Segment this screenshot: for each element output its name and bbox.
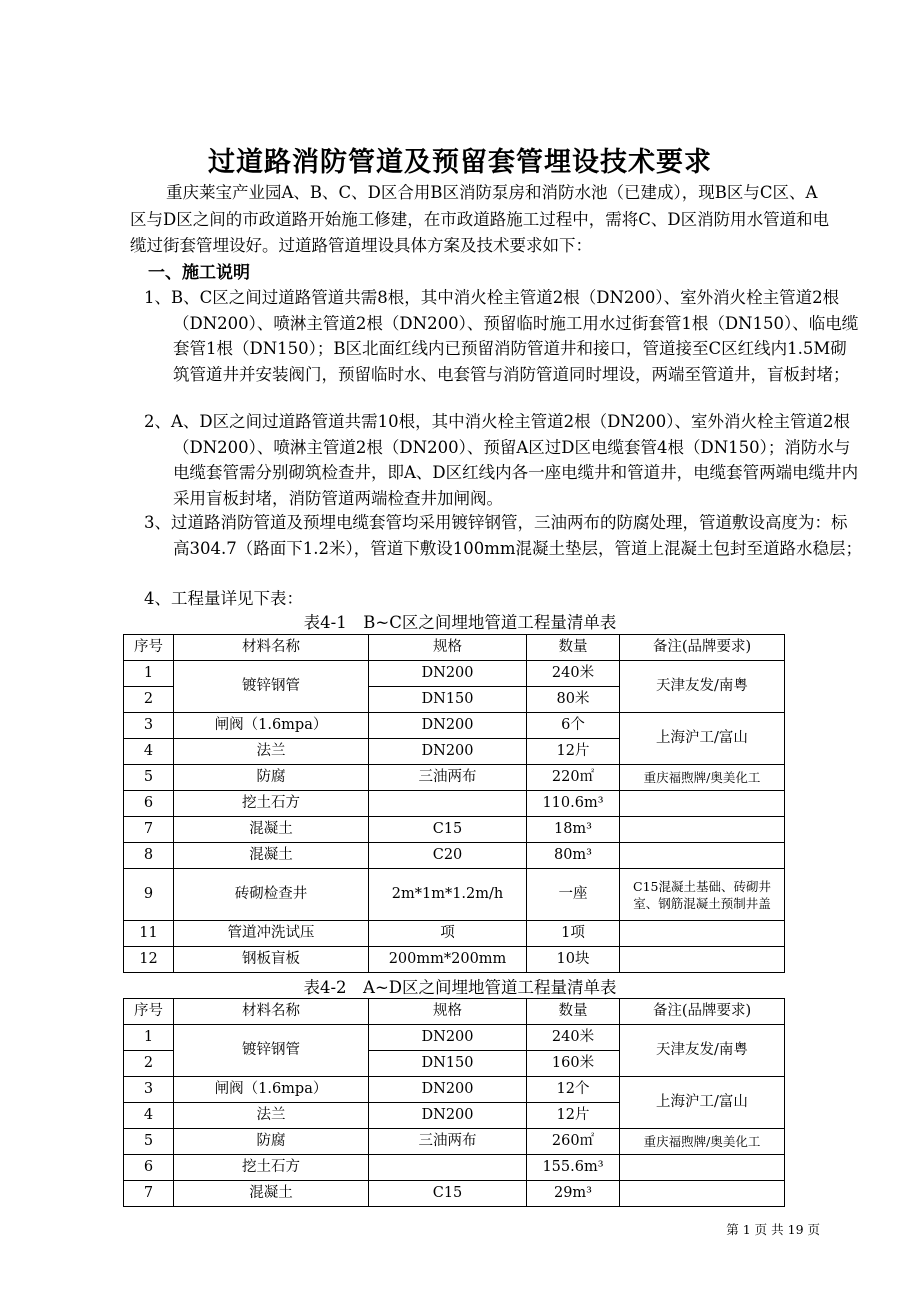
cell-no: 6 [124, 1155, 174, 1181]
cell-no: 1 [124, 661, 174, 687]
cell-qty: 12个 [527, 1077, 620, 1103]
cell-remark [620, 817, 785, 843]
cell-qty: 一座 [527, 869, 620, 921]
cell-name: 混凝土 [174, 817, 369, 843]
cell-spec [369, 1155, 527, 1181]
table-row [124, 713, 785, 739]
cell-qty: 18m³ [527, 817, 620, 843]
cell-spec: DN150 [369, 687, 527, 713]
table-row [124, 869, 785, 921]
header-cell: 备注(品牌要求) [620, 999, 785, 1025]
cell-no: 2 [124, 687, 174, 713]
cell-spec: C15 [369, 1181, 527, 1207]
cell-no: 7 [124, 817, 174, 843]
table-row [124, 661, 785, 687]
cell-remark: 天津友发/南粤 [620, 661, 785, 713]
cell-no: 5 [124, 765, 174, 791]
cell-no: 3 [124, 713, 174, 739]
cell-qty: 10块 [527, 947, 620, 973]
header-cell: 规格 [369, 999, 527, 1025]
cell-qty: 29m³ [527, 1181, 620, 1207]
section-heading: 一、施工说明 [148, 263, 250, 283]
header-cell: 序号 [124, 999, 174, 1025]
cell-no: 9 [124, 869, 174, 921]
table-row [124, 817, 785, 843]
cell-name: 法兰 [174, 1103, 369, 1129]
table-row [124, 1077, 785, 1103]
cell-no: 11 [124, 921, 174, 947]
cell-spec: 三油两布 [369, 1129, 527, 1155]
instruction-item-3: 3、过道路消防管道及预埋电缆套管均采用镀锌钢管，三油两布的防腐处理，管道敷设高度为：标高304.7（路面下1.2米），管道下敷设100mm混凝土垫层，管道上混凝土包封至道路水稳层； [144, 513, 863, 558]
cell-remark [620, 1181, 785, 1207]
cell-no: 2 [124, 1051, 174, 1077]
cell-qty: 220㎡ [527, 765, 620, 791]
cell-spec: DN200 [369, 713, 527, 739]
cell-no: 8 [124, 843, 174, 869]
cell-qty: 160米 [527, 1051, 620, 1077]
header-cell: 序号 [124, 635, 174, 661]
table-row [124, 921, 785, 947]
cell-name: 防腐 [174, 765, 369, 791]
cell-spec: 200mm*200mm [369, 947, 527, 973]
table-row [124, 843, 785, 869]
cell-name: 混凝土 [174, 843, 369, 869]
table-bc-quantities [123, 634, 785, 973]
table-row [124, 1025, 785, 1051]
cell-name: 防腐 [174, 1129, 369, 1155]
cell-qty: 155.6m³ [527, 1155, 620, 1181]
table-ad-quantities [123, 998, 785, 1207]
table-header-row [124, 999, 785, 1025]
cell-qty: 260㎡ [527, 1129, 620, 1155]
cell-qty: 6个 [527, 713, 620, 739]
page-number: 第 1 页 共 19 页 [726, 1222, 820, 1237]
cell-spec: C15 [369, 817, 527, 843]
cell-remark [620, 791, 785, 817]
cell-no: 7 [124, 1181, 174, 1207]
cell-remark: 上海沪工/富山 [620, 1077, 785, 1129]
table-row [124, 1155, 785, 1181]
cell-name: 管道冲洗试压 [174, 921, 369, 947]
cell-spec: DN150 [369, 1051, 527, 1077]
document-title: 过道路消防管道及预留套管埋设技术要求 [208, 147, 712, 178]
cell-spec: 项 [369, 921, 527, 947]
cell-qty: 110.6m³ [527, 791, 620, 817]
cell-remark: C15混凝土基础、砖砌井室、钢筋混凝土预制井盖 [620, 869, 785, 921]
cell-spec: DN200 [369, 1077, 527, 1103]
cell-qty: 240米 [527, 661, 620, 687]
cell-qty: 80米 [527, 687, 620, 713]
instruction-item-1: 1、B、C区之间过道路管道共需8根，其中消火栓主管道2根（DN200）、室外消火栓主管道2根（DN200）、喷淋主管道2根（DN200）、预留临时施工用水过街套管1根（DN150）、临电缆套管1根（DN150）；B区北面红线内已预留消防管道井和接口，管道接至C区红线内1.5M砌筑管道井并安装阀门，预留临时水、电套管与消防管道同时埋设，两端至管道井，盲板封堵； [144, 288, 859, 384]
instruction-item-2: 2、A、D区之间过道路管道共需10根，其中消火栓主管道2根（DN200）、室外消火栓主管道2根（DN200）、喷淋主管道2根（DN200）、预留A区过D区电缆套管4根（DN150）；消防水与电缆套管需分别砌筑检查井，即A、D区红线内各一座电缆井和管道井，电缆套管两端电缆井内采用盲板封堵，消防管道两端检查井加闸阀。 [144, 412, 859, 508]
table-row [124, 947, 785, 973]
header-cell: 备注(品牌要求) [620, 635, 785, 661]
table-row [124, 1181, 785, 1207]
cell-remark: 重庆福煦牌/奥美化工 [620, 765, 785, 791]
cell-name: 镀锌钢管 [174, 661, 369, 713]
cell-no: 1 [124, 1025, 174, 1051]
cell-name: 钢板盲板 [174, 947, 369, 973]
intro-paragraph: 重庆莱宝产业园A、B、C、D区合用B区消防泵房和消防水池（已建成），现B区与C区、A区与D区之间的市政道路开始施工修建，在市政道路施工过程中，需将C、D区消防用水管道和电缆过街套管埋设好。过道路管道埋设具体方案及技术要求如下： [130, 183, 830, 255]
header-cell: 数量 [527, 999, 620, 1025]
cell-spec: 2m*1m*1.2m/h [369, 869, 527, 921]
cell-remark [620, 843, 785, 869]
cell-spec [369, 791, 527, 817]
cell-spec: DN200 [369, 1025, 527, 1051]
cell-remark: 天津友发/南粤 [620, 1025, 785, 1077]
table-row [124, 765, 785, 791]
cell-qty: 12片 [527, 739, 620, 765]
table-header-row [124, 635, 785, 661]
cell-spec: DN200 [369, 739, 527, 765]
cell-no: 4 [124, 739, 174, 765]
cell-name: 挖土石方 [174, 1155, 369, 1181]
cell-qty: 80m³ [527, 843, 620, 869]
cell-spec: C20 [369, 843, 527, 869]
cell-no: 4 [124, 1103, 174, 1129]
cell-no: 12 [124, 947, 174, 973]
table-row [124, 1129, 785, 1155]
instruction-item-4: 4、工程量详见下表： [144, 589, 303, 608]
header-cell: 材料名称 [174, 635, 369, 661]
cell-no: 3 [124, 1077, 174, 1103]
cell-no: 6 [124, 791, 174, 817]
cell-name: 闸阀（1.6mpa） [174, 1077, 369, 1103]
header-cell: 材料名称 [174, 999, 369, 1025]
cell-name: 挖土石方 [174, 791, 369, 817]
table-row [124, 791, 785, 817]
cell-spec: DN200 [369, 661, 527, 687]
header-cell: 数量 [527, 635, 620, 661]
cell-name: 镀锌钢管 [174, 1025, 369, 1077]
cell-no: 5 [124, 1129, 174, 1155]
cell-name: 法兰 [174, 739, 369, 765]
cell-spec: DN200 [369, 1103, 527, 1129]
cell-name: 混凝土 [174, 1181, 369, 1207]
cell-name: 砖砌检查井 [174, 869, 369, 921]
cell-remark: 上海沪工/富山 [620, 713, 785, 765]
cell-qty: 12片 [527, 1103, 620, 1129]
table1-caption: 表4-1 B~C区之间埋地管道工程量清单表 [303, 613, 617, 632]
cell-remark [620, 947, 785, 973]
cell-spec: 三油两布 [369, 765, 527, 791]
header-cell: 规格 [369, 635, 527, 661]
cell-remark [620, 921, 785, 947]
cell-qty: 240米 [527, 1025, 620, 1051]
cell-qty: 1项 [527, 921, 620, 947]
cell-remark: 重庆福煦牌/奥美化工 [620, 1129, 785, 1155]
table2-caption: 表4-2 A~D区之间埋地管道工程量清单表 [303, 978, 617, 997]
cell-name: 闸阀（1.6mpa） [174, 713, 369, 739]
cell-remark [620, 1155, 785, 1181]
